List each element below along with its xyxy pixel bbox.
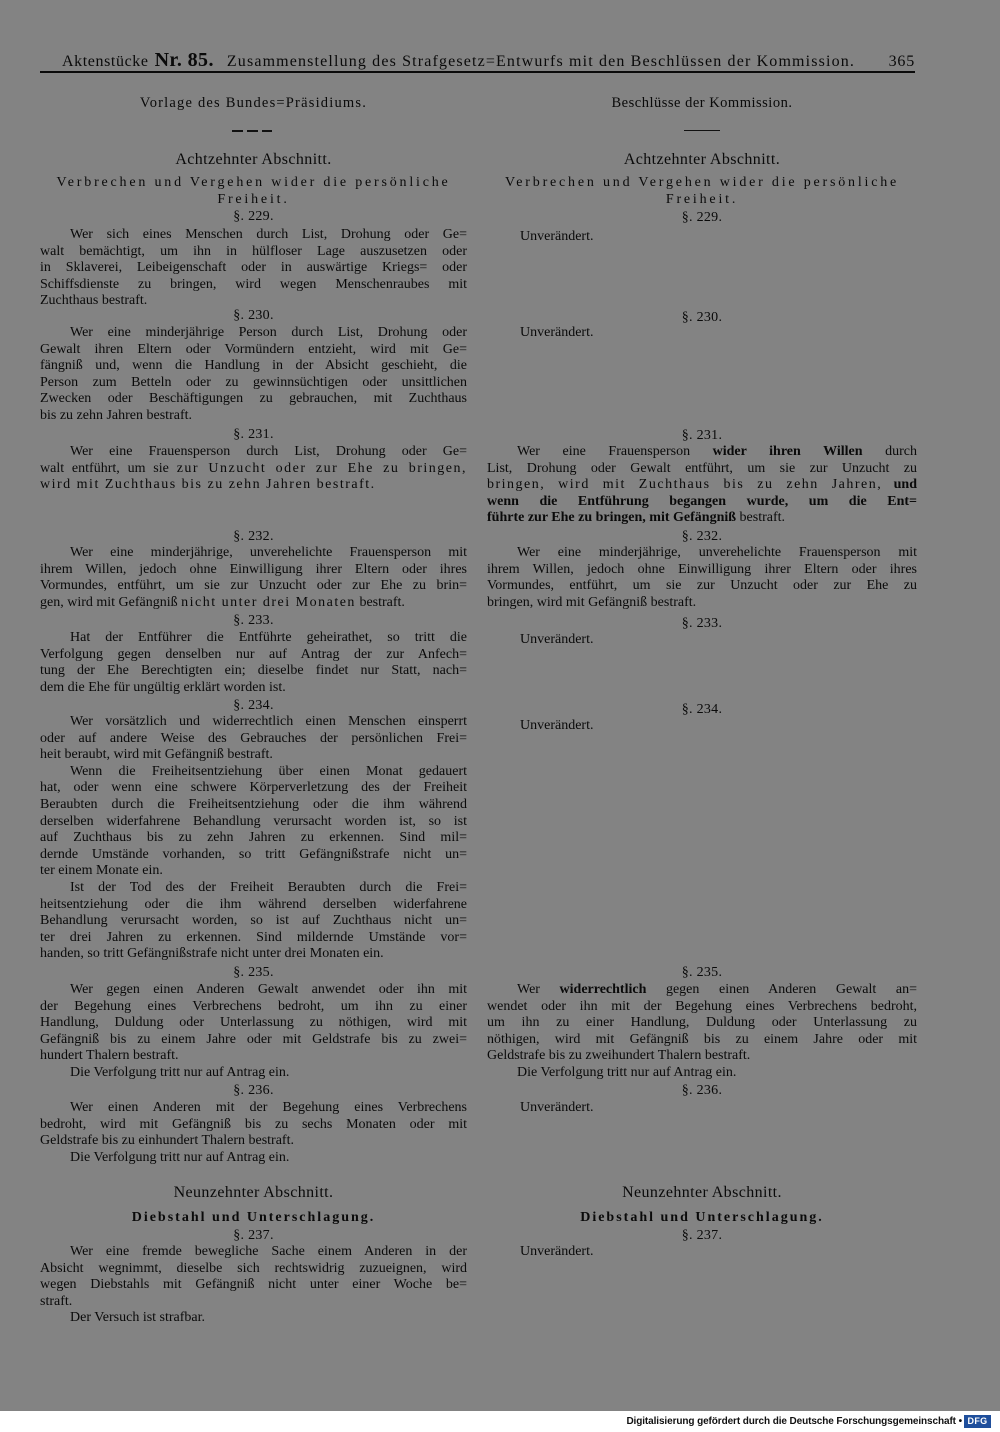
section-237-text: Unverändert. [520,1244,594,1259]
paragraph [40,444,467,494]
section-236-text: Unverändert. [520,1100,594,1115]
header-prefix: Aktenstücke [62,53,149,70]
emphasis-spaced: wird mit Zuchthaus bis zu zehn Jahren bestraft. [40,477,376,493]
text-line: Person zum Betteln oder zu gewinnsüchtigen oder unsittlichen [40,374,467,390]
part-title: Neunzehnter Abschnitt. [173,1184,334,1201]
text-line: Wer eine minderjährige Person durch List, Drohung oder [70,325,467,340]
text-line: um ihn zu einer Handlung, Duldung oder Unterlassung zu [487,1015,917,1031]
section-237-label: §. 237. [681,1228,723,1243]
text-line: in Sklaverei, Leibeigenschaft oder in auswärtige Kriegs= oder [40,260,467,276]
text-line [487,494,917,511]
text-line: Wer einen Anderen mit der Begehung eines Verbrechens [70,1100,467,1115]
text-line: Schiffsdienste zu bringen, wird wegen Menschenraubes mit [40,276,467,292]
text-line: hundert Thalern bestraft. [40,1048,179,1064]
text-line: Wer gegen einen Anderen Gewalt anwendet oder ihn mit [70,982,467,997]
text-line: Die Verfolgung tritt nur auf Antrag ein. [70,1064,290,1080]
part-subtitle: Diebstahl und Unterschlagung. [580,1210,824,1225]
text-line: oder auf andere Weise des Gebrauches der persönlichen Frei= [40,730,467,746]
text-line [487,510,917,527]
text-run: Wer [517,982,560,997]
footer-credit [626,1415,962,1428]
section-233-label: §. 233. [681,616,723,631]
text-line: Zwecken oder Beschäftigungen zu gebrauchen, mit Zuchthaus [40,391,467,407]
section-234-text: Unverändert. [520,718,594,733]
part-subtitle [40,175,467,208]
section-233-label: §. 233. [233,613,274,628]
section-229-text: Unverändert. [520,229,594,244]
text-line: heit beraubt, wird mit Gefängniß bestraft. [40,747,273,763]
text-line: heitsentziehung oder die ihm während derselben widerfahrene [40,896,467,912]
text-line: Ist der Tod des der Freiheit Beraubten durch die Frei= [70,879,467,895]
text-line: derselben widerfahrene Behandlung verursacht worden ist, so ist [40,813,467,829]
paragraph [40,1310,467,1327]
text-line: nöthigen, wird mit Gefängniß bis zu einem Jahre oder mit [487,1031,917,1047]
text-line: Vormundes, entführt, um sie zur Unzucht oder zur Ehe zu brin= [40,578,467,594]
text-line: Geldstrafe bis zu einhundert Thalern bestraft. [40,1133,294,1149]
section-232-label: §. 232. [681,529,723,544]
paragraph [40,764,467,880]
section-231-label: §. 231. [681,428,723,443]
text-line: Die Verfolgung tritt nur auf Antrag ein. [517,1064,737,1080]
text-line [487,477,917,494]
section-230-text [40,325,467,425]
text-run: bestraft. [736,510,786,526]
separator-rule [232,130,272,132]
emphasis-spaced: zur Unzucht oder zur Ehe zu bringen, [176,460,467,476]
text-line: ihrem Willen, jedoch ohne Einwilligung ihrer Eltern oder ihres [487,561,917,577]
text-line: Beraubten durch die Freiheitsentziehung oder die ihm während [40,796,467,812]
header-title: Zusammenstellung des Strafgesetz=Entwurfs mit den Beschlüssen der Kommission. [226,53,856,70]
section-233-text: Unverändert. [520,632,594,647]
text-line: straft. [40,1293,73,1309]
footer-credit-text: Digitalisierung gefördert durch die Deutsche Forschungsgemeinschaft [626,1416,956,1427]
digitization-footer [0,1411,1000,1432]
text-line: Hat der Entführer die Entführte geheirathet, so tritt die [70,630,467,645]
part-title: Achtzehnter Abschnitt. [175,151,332,168]
paragraph [40,227,467,310]
text-line [40,461,467,478]
section-236-label: §. 236. [681,1083,723,1098]
text-line: Der Versuch ist strafbar. [70,1310,206,1326]
section-235-text [40,982,467,1082]
text-line: Geldstrafe bis zu zweihundert Thalern bestraft. [487,1048,751,1064]
emphasis-spaced: bringen, wird mit Zuchthaus bis zu zehn Jahren, [487,477,883,493]
column-heading: Beschlüsse der Kommission. [611,95,793,111]
text-run [882,477,893,492]
paragraph [40,630,467,696]
text-line: Vormundes, entführt, um sie zur Unzucht oder zur Ehe zu [487,578,917,594]
text-line: wendet oder ihn mit der Begehung eines Verbrechens bedroht, [487,998,917,1014]
paragraph [40,325,467,425]
paragraph [40,1244,467,1310]
dfg-logo-icon: DFG [964,1415,991,1428]
part-subtitle-line: Verbrechen und Vergehen wider die persönliche [504,175,900,190]
document-number: Nr. 85. [154,49,214,71]
text-line: Wer eine Frauensperson durch List, Drohung oder Ge= [70,444,467,459]
text-line: Gewalt ihren Eltern oder Vormündern entzieht, wird mit Ge= [40,341,467,357]
part-title: Neunzehnter Abschnitt. [622,1184,782,1201]
part-subtitle-line: Freiheit. [217,191,290,207]
paragraph [40,982,467,1065]
section-232-label: §. 232. [233,529,274,544]
text-line: fängniß und, wenn die Handlung in der Absicht geschieht, die [40,358,467,374]
text-run: gen, wird mit Gefängniß [40,594,182,610]
text-line [487,444,917,461]
section-237-label: §. 237. [233,1228,274,1243]
page-number: 365 [888,53,915,70]
section-232-text [40,545,467,611]
text-line: dernde Umstände vorhanden, so tritt Gefängnißstrafe nicht un= [40,846,467,862]
emphasis-bold: widerrechtlich [559,982,647,997]
part-title: Achtzehnter Abschnitt. [623,151,781,168]
text-line: Zuchthaus bestraft. [40,293,148,309]
section-236-label: §. 236. [233,1083,274,1098]
emphasis-bold: und [893,477,917,493]
paragraph [40,545,467,611]
part-subtitle-line: Verbrechen und Vergehen wider die persönliche [56,175,451,190]
text-line: Wenn die Freiheitsentziehung über einen Monat gedauert [70,763,467,779]
text-line: walt bemächtigt, um ihn in hülfloser Lage auszusetzen oder [40,243,467,259]
text-line: auf Zuchthaus bis zu zehn Jahren zu erkennen. Sind mil= [40,830,467,846]
text-line: Wer eine minderjährige, unverehelichte Frauensperson mit [70,545,467,560]
text-line: ter drei Jahren zu erkennen. Sind mildernde Umstände vor= [40,929,467,945]
paragraph [487,1065,917,1082]
section-231-label: §. 231. [233,427,274,442]
text-line: bis zu zehn Jahren bestraft. [40,407,192,423]
text-line: Gefängniß bis zu einem Jahre oder mit Geldstrafe bis zu zwei= [40,1031,467,1047]
section-231-text [487,444,917,527]
text-line: Die Verfolgung tritt nur auf Antrag ein. [70,1149,290,1165]
emphasis-bold: wider ihren Willen [712,444,863,459]
emphasis-bold: wenn die Entführung begangen wurde, um die Ent= [487,493,917,509]
paragraph [487,545,917,611]
section-234-label: §. 234. [681,702,723,717]
text-run: gegen einen Anderen Gewalt an= [646,982,917,997]
text-line: Verfolgung gegen denselben nur auf Antrag der zur Anfech= [40,646,467,662]
column-government-draft [40,0,467,1400]
text-run: walt entführt, um sie [40,460,177,476]
section-229-label: §. 229. [233,209,274,224]
text-line: handen, so tritt Gefängnißstrafe nicht unter drei Monaten ein. [40,946,384,962]
section-232-text [487,545,917,611]
text-line: wegen Diebstahls mit Gefängniß nicht unter einer Woche be= [40,1277,467,1293]
section-231-text [40,444,467,494]
section-230-label: §. 230. [233,308,274,323]
text-run: bestraft. [355,594,405,610]
section-229-label: §. 229. [681,210,723,225]
part-subtitle: Diebstahl und Unterschlagung. [131,1210,376,1225]
text-line: bedroht, wird mit Gefängniß bis zu sechs Monaten oder mit [40,1116,467,1132]
footer-bullet: • [958,1416,962,1427]
text-line: bringen, wird mit Gefängniß bestraft. [487,594,697,610]
section-230-text: Unverändert. [520,325,594,340]
column-heading: Vorlage des Bundes=Präsidiums. [139,95,368,111]
text-line: Wer eine fremde bewegliche Sache einem Anderen in der [70,1244,467,1259]
text-line: tung der Ehe Berechtigten ein; dieselbe findet nur Statt, nach= [40,663,467,679]
paragraph [40,714,467,764]
paragraph [40,880,467,963]
section-236-text [40,1100,467,1166]
text-line: Absicht wegnimmt, dieselbe sich rechtswidrig zuzueignen, wird [40,1260,467,1276]
text-line: hat, oder wenn eine schwere Körperverletzung des der Freiheit [40,780,467,796]
text-line: List, Drohung oder Gewalt entführt, um sie zur Unzucht zu [487,460,917,476]
text-line: ihrem Willen, jedoch ohne Einwilligung ihrer Eltern oder ihres [40,561,467,577]
text-line [40,595,467,612]
separator-rule [684,130,720,131]
paragraph [40,1150,467,1167]
section-229-text [40,227,467,310]
text-line: ter einem Monate ein. [40,863,163,879]
text-line: Behandlung verursacht worden, so ist auf Zuchthaus nicht un= [40,913,467,929]
text-line: Handlung, Duldung oder Unterlassung zu nöthigen, wird mit [40,1015,467,1031]
part-subtitle [487,175,917,208]
emphasis-spaced: nicht unter drei Monaten [181,594,356,610]
paragraph [487,444,917,527]
paragraph [40,1065,467,1082]
text-run: durch [862,444,917,459]
text-line: der Begehung eines Verbrechens bedroht, um ihn zu einer [40,998,467,1014]
part-subtitle-line: Freiheit. [665,191,739,207]
text-run: Wer eine Frauensperson [517,444,713,459]
text-line [40,477,467,494]
emphasis-bold: führte zur Ehe zu bringen, mit Gefängniß [487,510,737,526]
text-line: Wer eine minderjährige, unverehelichte Frauensperson mit [517,545,917,560]
section-234-text [40,714,467,963]
column-commission-decisions [487,0,917,1400]
paragraph [487,982,917,1065]
text-line: Wer sich eines Menschen durch List, Drohung oder Ge= [70,227,467,242]
section-235-label: §. 235. [681,965,723,980]
section-237-text [40,1244,467,1327]
section-235-text [487,982,917,1082]
text-line: dem die Ehe für ungültig erklärt worden ist. [40,679,286,695]
text-line [487,982,917,999]
paragraph [40,1100,467,1150]
section-235-label: §. 235. [233,965,274,980]
text-line: Wer vorsätzlich und widerrechtlich einen Menschen einsperrt [70,714,467,729]
section-230-label: §. 230. [681,310,723,325]
section-233-text [40,630,467,696]
section-234-label: §. 234. [233,698,274,713]
